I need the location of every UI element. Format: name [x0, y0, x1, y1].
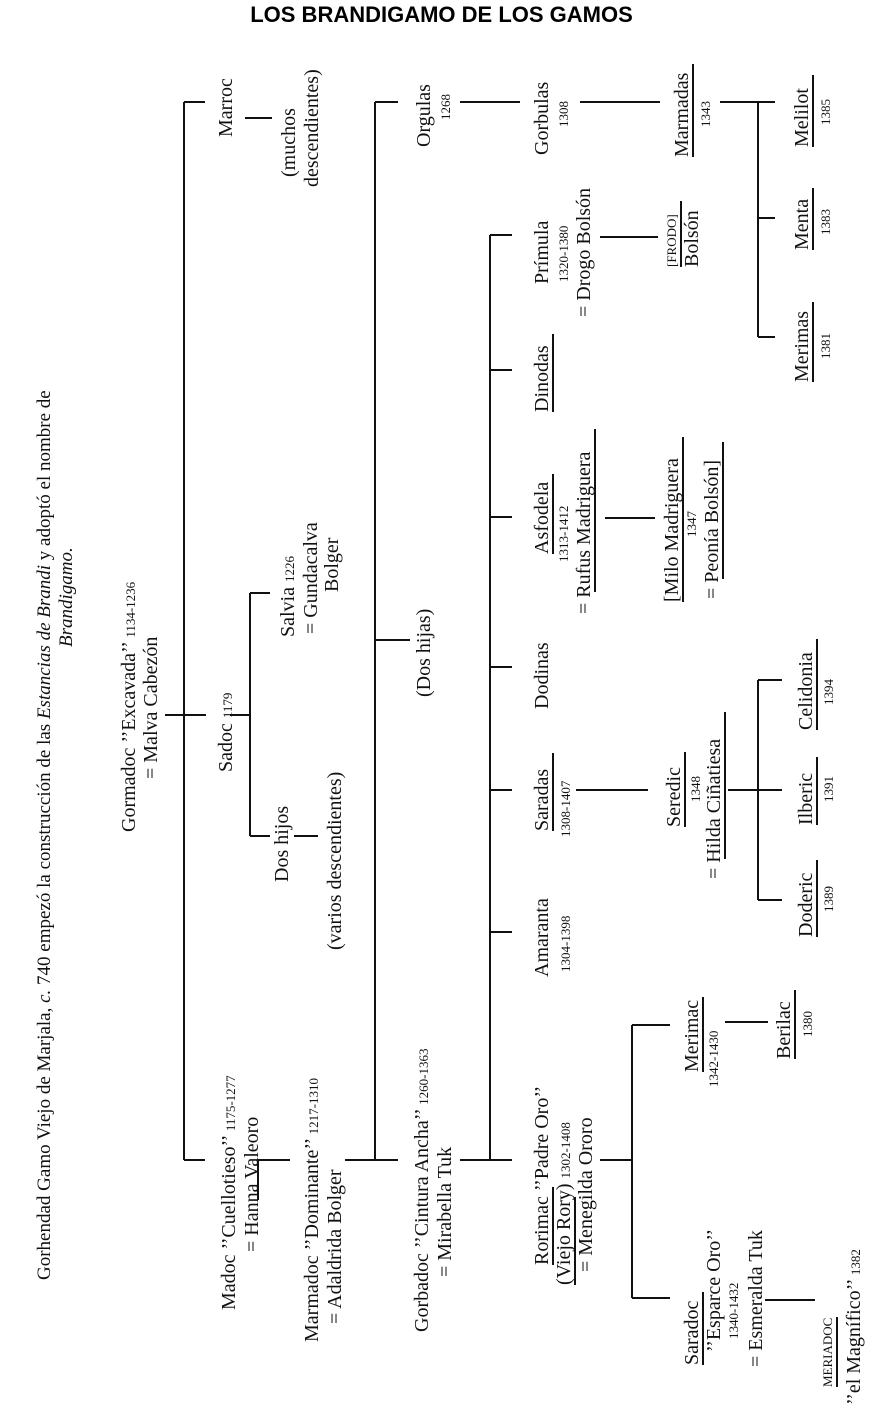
person-gormadoc — [118, 581, 162, 832]
person-merimac — [681, 997, 721, 1087]
svg-text:= Gundacalva: = Gundacalva — [300, 522, 322, 634]
svg-text:’’el Magnífico’’ 1382: ’’el Magnífico’’ 1382 — [843, 1249, 865, 1405]
svg-text:Brandigamo.: Brandigamo. — [56, 547, 77, 647]
svg-text:Gorhendad Gamo Viejo de Marjal: Gorhendad Gamo Viejo de Marjala, c. 740 empezó la construcción de las Estancias de Brandi y adoptó el nombre de — [34, 390, 55, 1280]
person-menta — [791, 188, 833, 250]
person-milo — [661, 437, 723, 602]
person-marroc — [215, 69, 323, 187]
svg-text:Marmadas: Marmadas — [671, 72, 693, 157]
person-marmadas — [671, 64, 713, 157]
svg-text:1320-1380: 1320-1380 — [556, 225, 571, 282]
person-gorbulas — [531, 81, 571, 155]
svg-text:(Viejo Rory) 1302-1408: (Viejo Rory) 1302-1408 — [553, 1122, 575, 1285]
svg-text:1347: 1347 — [684, 511, 699, 537]
svg-text:Seredic: Seredic — [663, 767, 685, 827]
person-melilot — [791, 75, 833, 147]
svg-text:1391: 1391 — [821, 776, 836, 802]
person-amaranta — [531, 898, 573, 977]
person-frodo — [664, 201, 703, 267]
svg-text:descendientes): descendientes) — [301, 69, 323, 187]
svg-text:= Peonía Bolsón]: = Peonía Bolsón] — [701, 459, 723, 599]
person-salvia — [277, 522, 343, 637]
svg-text:[FRODO]: [FRODO] — [664, 214, 679, 267]
svg-text:Dinodas: Dinodas — [531, 345, 553, 412]
person-dodinas — [531, 642, 553, 709]
svg-text:1308: 1308 — [556, 101, 571, 127]
person-dos-hijas — [413, 609, 435, 697]
svg-text:Bolger: Bolger — [321, 537, 343, 592]
person-gorbadoc — [411, 1049, 456, 1332]
svg-text:Prímula: Prímula — [531, 220, 553, 284]
svg-text:Dos hijos: Dos hijos — [271, 805, 293, 882]
svg-text:Doderic: Doderic — [795, 872, 817, 937]
svg-text:Marroc: Marroc — [215, 78, 237, 137]
svg-text:1342-1430: 1342-1430 — [706, 1030, 721, 1087]
svg-text:Bolsón: Bolsón — [681, 210, 703, 267]
svg-text:= Rufus Madriguera: = Rufus Madriguera — [573, 451, 595, 614]
person-primula — [531, 188, 595, 317]
svg-text:Amaranta: Amaranta — [531, 898, 553, 977]
svg-text:= Drogo Bolsón: = Drogo Bolsón — [573, 187, 595, 317]
person-saradas — [531, 753, 573, 837]
svg-text:Marmadoc ’’Dominante’’ 1217-13: Marmadoc ’’Dominante’’ 1217-1310 — [301, 1077, 323, 1342]
svg-text:1385: 1385 — [818, 99, 833, 125]
svg-text:1381: 1381 — [818, 333, 833, 359]
svg-text:Menta: Menta — [791, 198, 813, 250]
svg-text:Merimas: Merimas — [791, 310, 813, 382]
person-meriadoc — [820, 1249, 865, 1405]
svg-text:Madoc ’’Cuellotieso’’ 1175-127: Madoc ’’Cuellotieso’’ 1175-1277 — [218, 1075, 240, 1310]
svg-text:= Hilda Ciñatiesa: = Hilda Ciñatiesa — [703, 738, 725, 879]
svg-text:1394: 1394 — [821, 679, 836, 705]
svg-text:1348: 1348 — [688, 776, 703, 802]
svg-text:= Esmeralda Tuk: = Esmeralda Tuk — [745, 1230, 767, 1367]
svg-text:1268: 1268 — [438, 94, 453, 120]
svg-text:Sadoc 1179: Sadoc 1179 — [215, 692, 237, 772]
person-berilac — [773, 990, 815, 1059]
svg-text:’’Esparce Oro’’: ’’Esparce Oro’’ — [703, 1228, 725, 1352]
svg-text:[Milo Madriguera: [Milo Madriguera — [661, 458, 683, 602]
svg-text:1389: 1389 — [821, 886, 836, 912]
svg-text:1313-1412: 1313-1412 — [556, 505, 571, 562]
svg-text:Melilot: Melilot — [791, 88, 813, 147]
person-seredic — [663, 712, 725, 879]
svg-text:(Dos hijas): (Dos hijas) — [413, 608, 435, 697]
person-asfodela — [531, 429, 595, 614]
svg-text:Ilberic: Ilberic — [795, 772, 817, 825]
svg-text:= Mirabella Tuk: = Mirabella Tuk — [434, 1146, 456, 1277]
person-madoc — [218, 1075, 263, 1310]
svg-text:Gorbadoc ’’Cintura Ancha’’ 126: Gorbadoc ’’Cintura Ancha’’ 1260-1363 — [411, 1048, 433, 1332]
svg-text:Berilac: Berilac — [773, 1001, 795, 1059]
person-sadoc — [215, 693, 237, 772]
intro-text — [34, 390, 77, 1280]
person-dos-hijos — [271, 772, 346, 950]
svg-text:= Malva Cabezón: = Malva Cabezón — [140, 636, 162, 779]
svg-text:(muchos: (muchos — [278, 108, 300, 177]
svg-text:= Menegilda Ororo: = Menegilda Ororo — [575, 1117, 597, 1272]
person-rorimac — [531, 1086, 597, 1285]
person-dinodas — [531, 334, 553, 412]
svg-text:Merimac: Merimac — [681, 999, 703, 1072]
svg-text:1383: 1383 — [818, 209, 833, 235]
person-ilberic — [795, 757, 836, 825]
svg-text:Orgulas: Orgulas — [413, 84, 435, 147]
svg-text:1340-1432: 1340-1432 — [726, 1282, 741, 1339]
svg-text:= Adaldrida Bolger: = Adaldrida Bolger — [324, 1169, 346, 1324]
person-saradoc — [681, 1229, 767, 1367]
svg-text:Salvia 1226: Salvia 1226 — [277, 556, 299, 637]
svg-text:Asfodela: Asfodela — [531, 481, 553, 554]
svg-text:Saradoc: Saradoc — [681, 1300, 703, 1365]
person-merimas — [791, 302, 833, 382]
person-celidonia — [795, 639, 836, 730]
svg-text:MERIADOC: MERIADOC — [820, 1317, 835, 1387]
svg-text:1308-1407: 1308-1407 — [558, 780, 573, 837]
svg-text:1304-1398: 1304-1398 — [558, 915, 573, 972]
svg-text:Dodinas: Dodinas — [531, 642, 553, 709]
page-title: LOS BRANDIGAMO DE LOS GAMOS — [250, 2, 633, 27]
person-orgulas — [413, 84, 453, 147]
svg-text:= Hanna Valeoro: = Hanna Valeoro — [241, 1116, 263, 1252]
svg-text:(varios descendientes): (varios descendientes) — [324, 771, 346, 950]
person-doderic — [795, 860, 836, 937]
svg-text:Gormadoc ’’Excavada’’ 1134-123: Gormadoc ’’Excavada’’ 1134-1236 — [118, 581, 140, 832]
svg-text:Saradas: Saradas — [531, 768, 553, 831]
svg-text:Celidonia: Celidonia — [795, 652, 817, 730]
svg-text:Gorbulas: Gorbulas — [531, 81, 553, 155]
person-marmadoc — [301, 1078, 346, 1342]
svg-text:1343: 1343 — [698, 101, 713, 127]
svg-text:Rorimac ’’Padre Oro’’: Rorimac ’’Padre Oro’’ — [531, 1085, 553, 1265]
svg-text:1380: 1380 — [800, 1011, 815, 1037]
